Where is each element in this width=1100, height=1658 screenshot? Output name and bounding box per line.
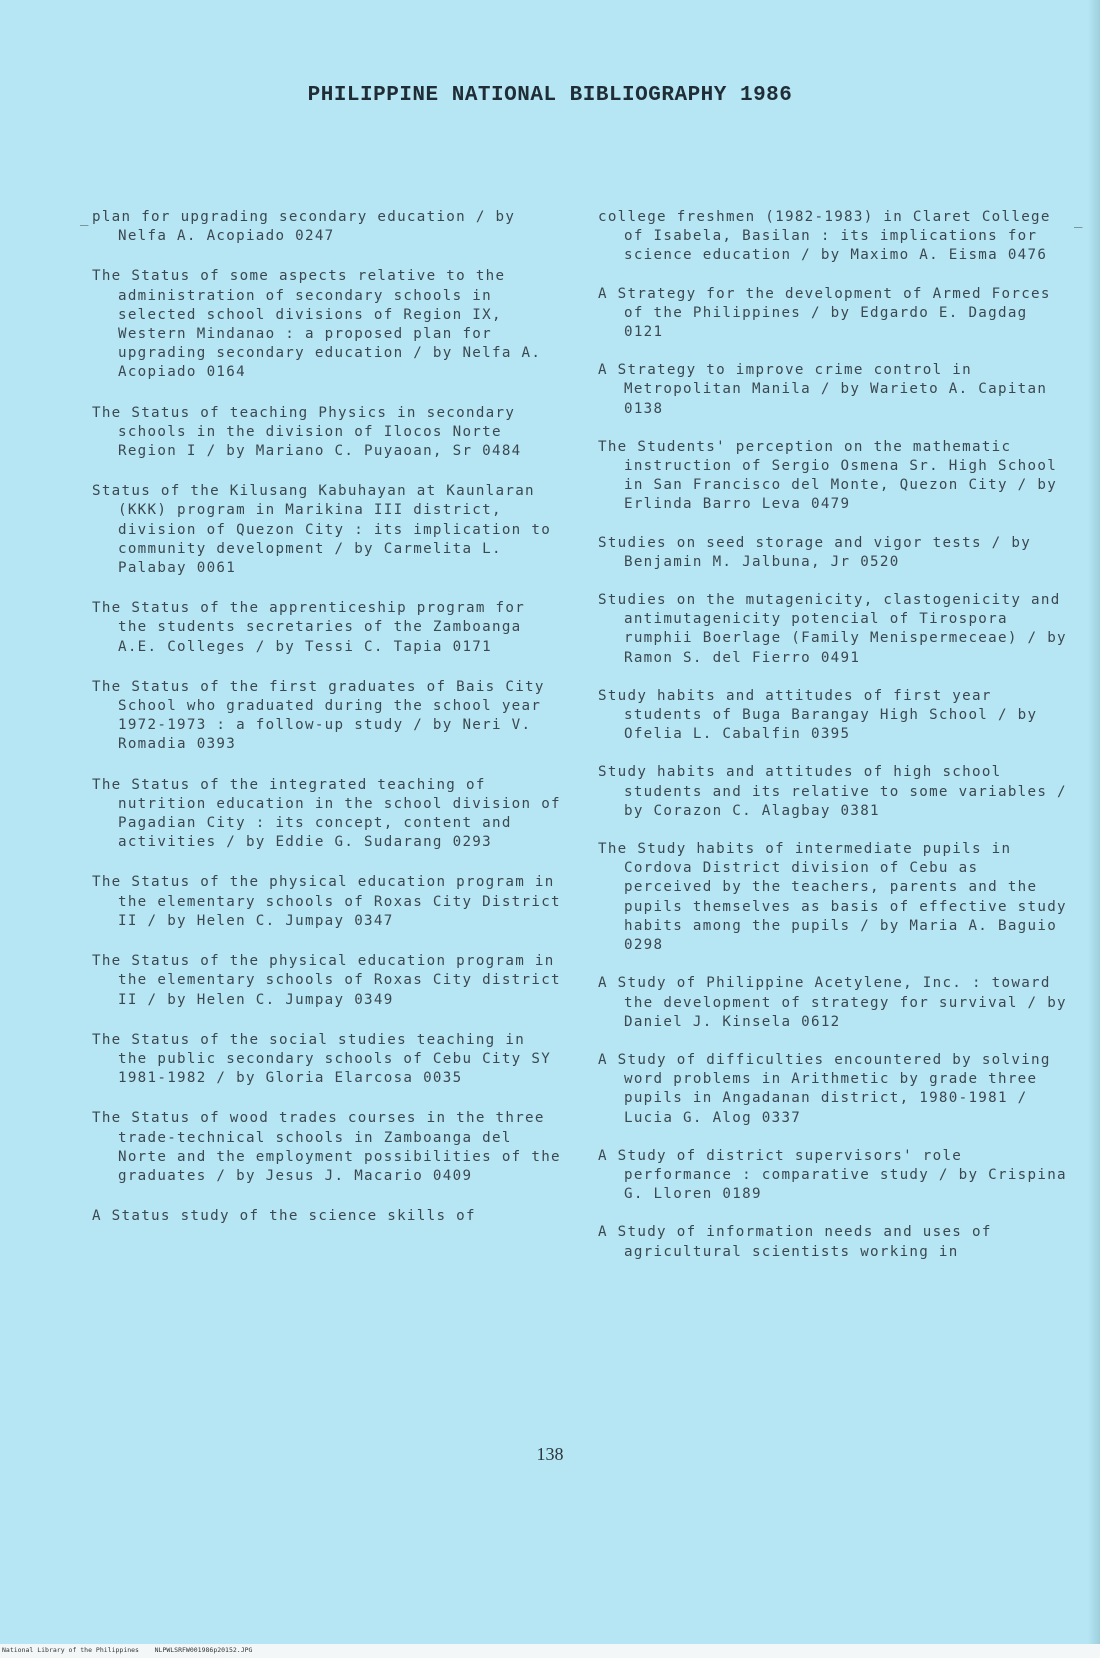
- bibliography-entry: plan for upgrading secondary education / by Nelfa A. Acopiado 0247: [92, 209, 516, 245]
- bibliography-entry: A Study of information needs and uses of agricultural scientists working in: [598, 1224, 992, 1260]
- bibliography-entry: The Status of some aspects relative to the administration of secondary schools in selected school divisions of Region IX, Western Mindanao : a proposed plan for upgrading secondary education / by Nelfa A. Acopiado 0164: [92, 268, 542, 381]
- bibliography-entry: The Status of the physical education program in the elementary schools of Roxas City District II / by Helen C. Jumpay 0347: [92, 874, 561, 929]
- bibliography-entry: A Strategy for the development of Armed Forces of the Philippines / by Edgardo E. Dagdag 0121: [598, 285, 1051, 341]
- bibliography-entry: The Study habits of intermediate pupils in Cordova District division of Cebu as perceived by the teachers, parents and the pupils themselves as basis of effective study habits among the pupils / by Maria A. Baguio 0298: [598, 841, 1067, 954]
- left-column: [92, 208, 562, 1247]
- bibliography-entry: A Status study of the science skills of: [92, 1208, 476, 1225]
- bibliography-entry: Studies on the mutagenicity, clastogenicity and antimutagenicity potencial of Tirospora rumphii Boerlage (Family Menispermeceae) / by Ramon S. del Fierro 0491: [598, 592, 1067, 666]
- bibliography-entry: A Study of district supervisors' role performance : comparative study / by Crispina G. Lloren 0189: [598, 1147, 1067, 1203]
- bibliography-entry: A Study of difficulties encountered by solving word problems in Arithmetic by grade three pupils in Angadanan district, 1980-1981 / Lucia G. Alog 0337: [598, 1051, 1051, 1126]
- bibliography-entry: Study habits and attitudes of high school students and its relative to some variables / by Corazon C. Alagbay 0381: [598, 764, 1067, 819]
- bibliography-entry: Studies on seed storage and vigor tests / by Benjamin M. Jalbuna, Jr 0520: [598, 534, 1032, 570]
- margin-mark-right: _: [1074, 212, 1083, 228]
- bibliography-entry: Study habits and attitudes of first year students of Buga Barangay High School / by Ofelia L. Cabalfin 0395: [598, 687, 1038, 743]
- bibliography-entry: The Status of the integrated teaching of nutrition education in the school division of Pagadian City : its concept, content and activities / by Eddie G. Sudarang 0293: [92, 776, 561, 851]
- page-edge-shadow: [1088, 0, 1100, 1658]
- bibliography-entry: The Status of teaching Physics in secondary schools in the division of Ilocos Norte Region I / by Mariano C. Puyaoan, Sr 0484: [92, 404, 522, 460]
- right-column: [598, 208, 1068, 1281]
- bibliography-entry: The Status of the social studies teaching in the public secondary schools of Cebu City SY 1981-1982 / by Gloria Elarcosa 0035: [92, 1031, 552, 1087]
- page-title: PHILIPPINE NATIONAL BIBLIOGRAPHY 1986: [307, 84, 793, 107]
- bibliography-entry: A Strategy to improve crime control in Metropolitan Manila / by Warieto A. Capitan 0138: [598, 362, 1048, 417]
- scan-footer-text: National Library of the Philippines NLPWLSRFW001986p20152.JPG: [2, 1646, 253, 1654]
- bibliography-entry: A Study of Philippine Acetylene, Inc. : toward the development of strategy for survival / by Daniel J. Kinsela 0612: [598, 975, 1067, 1030]
- bibliography-entry: The Status of the apprenticeship program for the students secretaries of the Zamboanga A.E. Colleges / by Tessi C. Tapia 0171: [92, 600, 526, 655]
- bibliography-entry: The Status of wood trades courses in the three trade-technical schools in Zamboanga del Norte and the employment possibilities of the graduates / by Jesus J. Macario 0409: [92, 1110, 561, 1184]
- bibliography-entry: The Status of the physical education program in the elementary schools of Roxas City district II / by Helen C. Jumpay 0349: [92, 953, 561, 1008]
- page-number: 138: [536, 1444, 564, 1464]
- bibliography-entry: The Status of the first graduates of Bais City School who graduated during the school year 1972-1973 : a follow-up study / by Neri V. Romadia 0393: [92, 678, 545, 753]
- bibliography-entry: The Students' perception on the mathematic instruction of Sergio Osmena Sr. High School in San Francisco del Monte, Quezon City / by Erlinda Barro Leva 0479: [598, 438, 1058, 513]
- bibliography-entry: college freshmen (1982-1983) in Claret College of Isabela, Basilan : its implications for science education / by Maximo A. Eisma 0476: [598, 209, 1051, 264]
- bibliography-entry: Status of the Kilusang Kabuhayan at Kaunlaran (KKK) program in Marikina III district, division of Quezon City : its implication to community development / by Carmelita L. Palabay 0061: [92, 483, 552, 577]
- margin-mark-left: _: [80, 210, 89, 226]
